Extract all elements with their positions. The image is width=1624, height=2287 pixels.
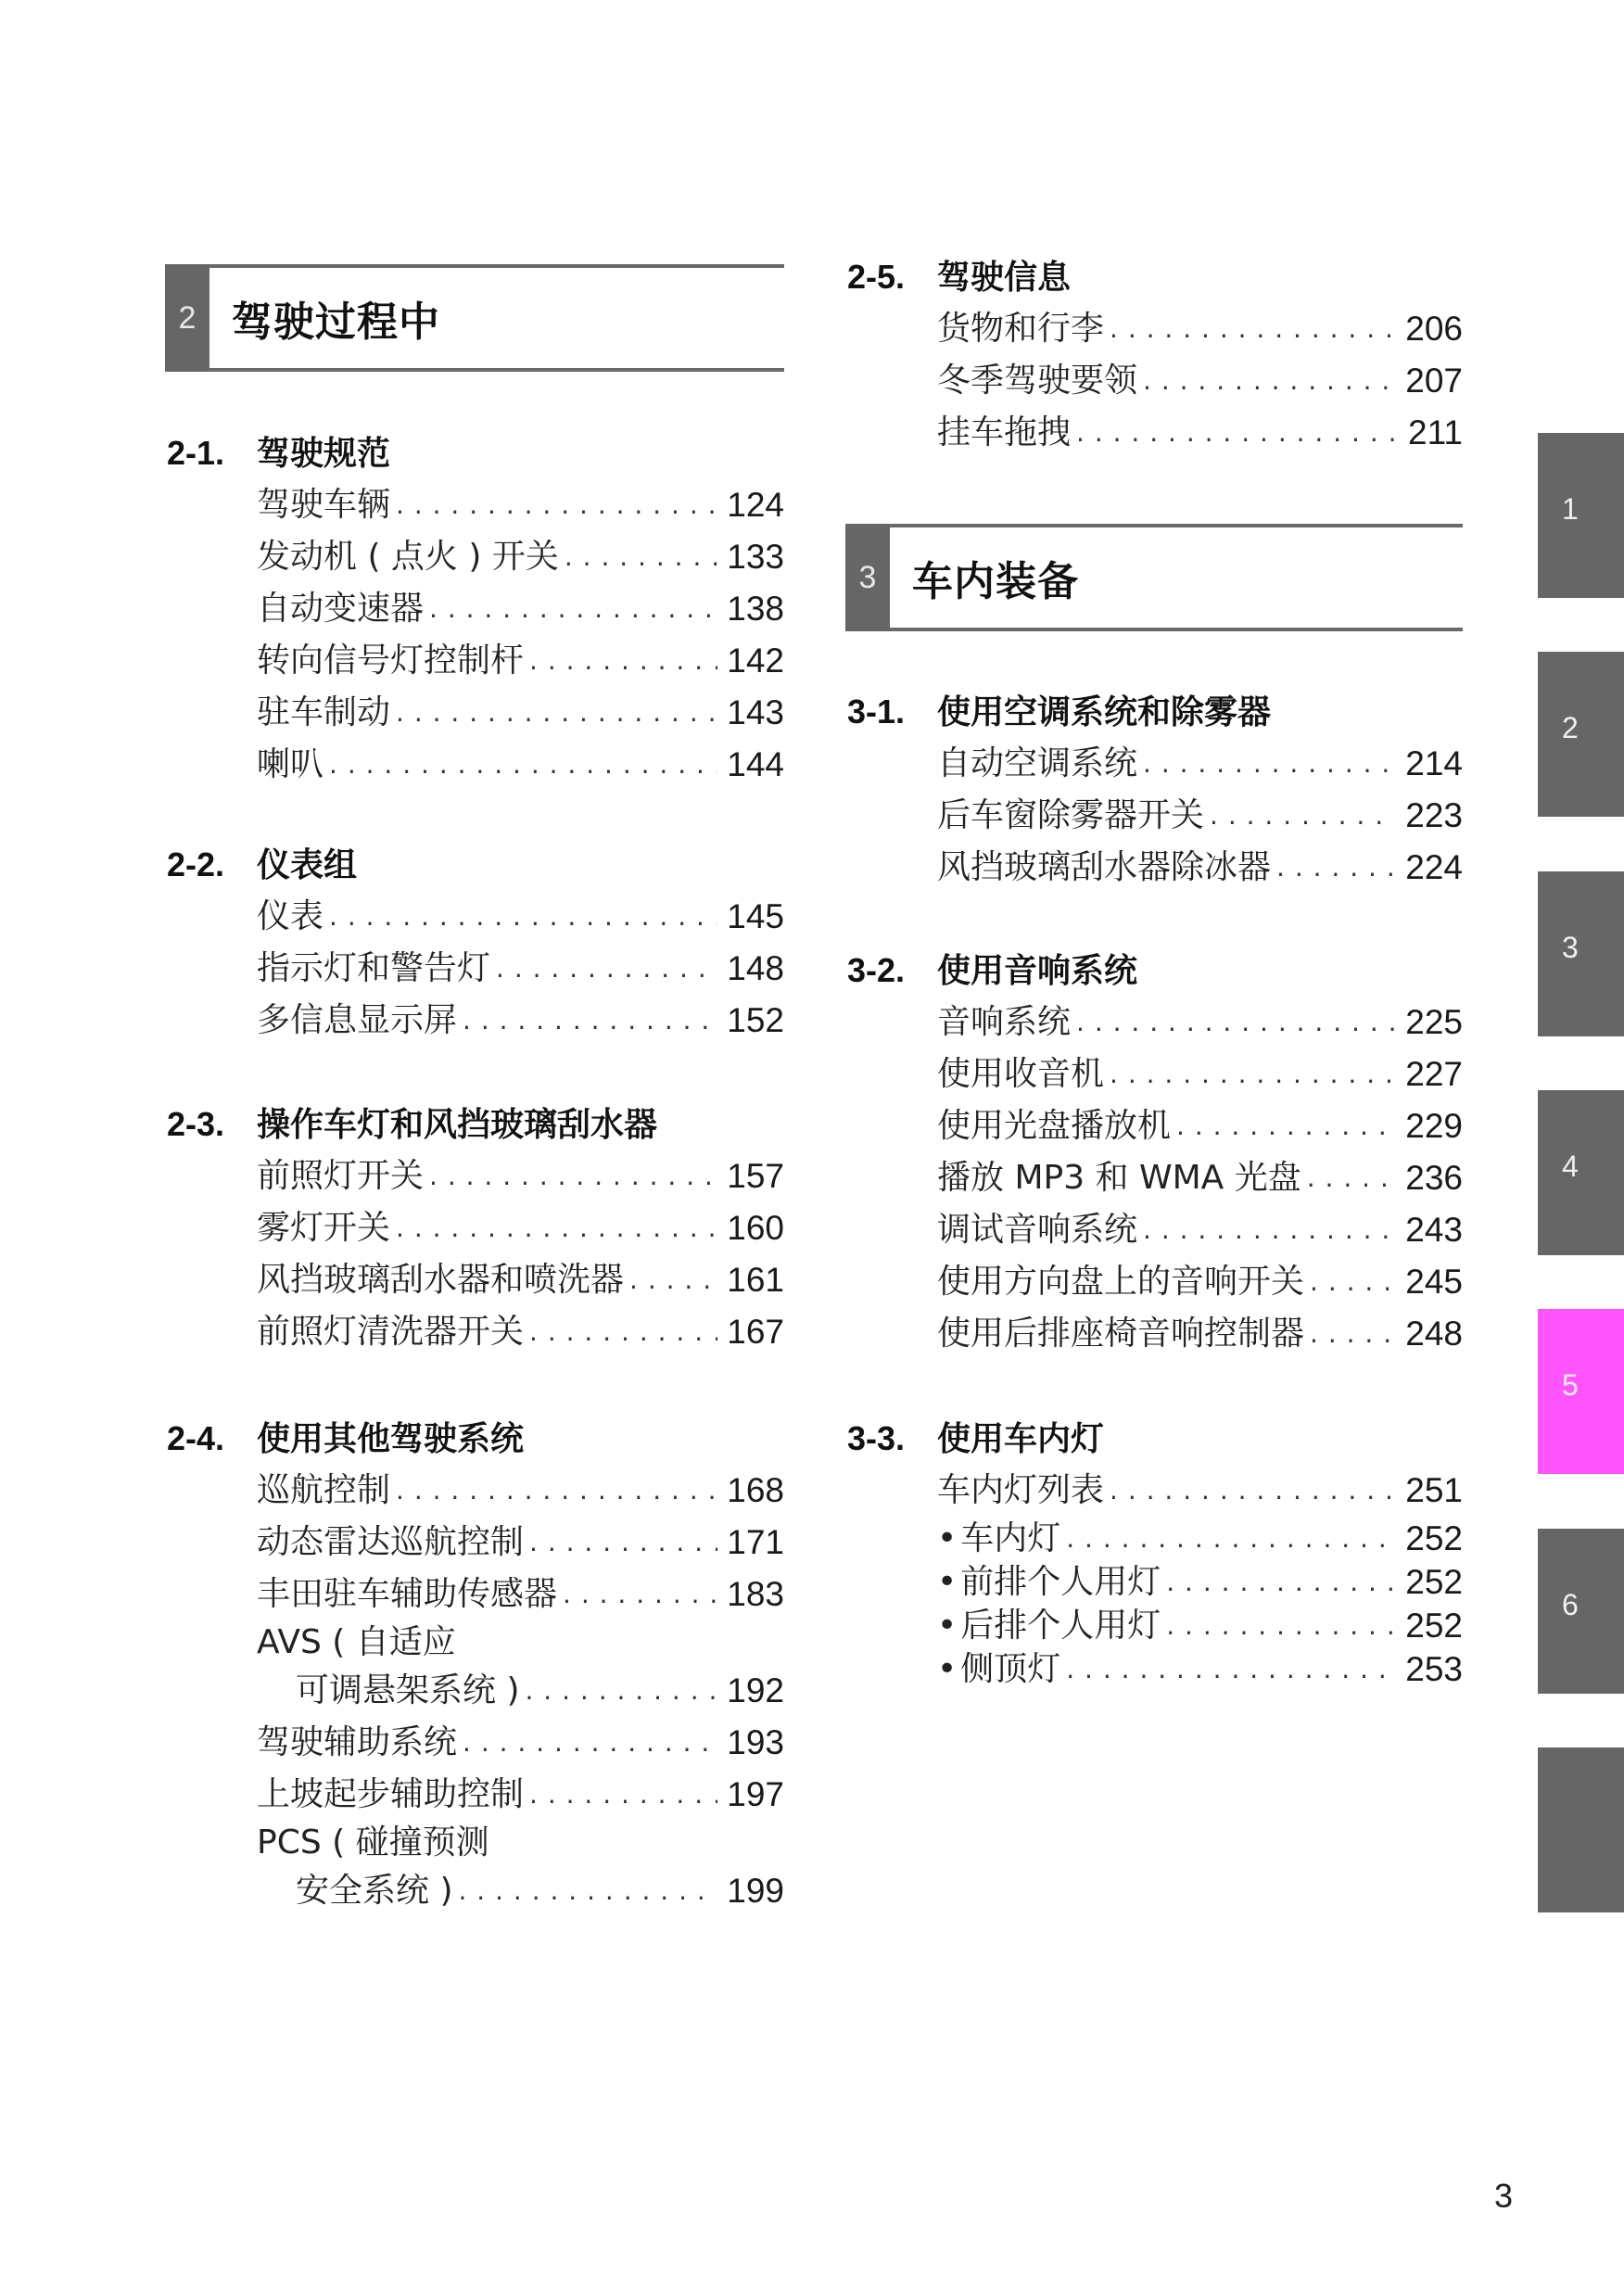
side-tab-5-active[interactable]	[1538, 1309, 1624, 1474]
dot-leader	[529, 1769, 717, 1821]
toc-entry[interactable]	[937, 303, 1463, 355]
dot-leader	[1310, 1308, 1396, 1360]
section-3-2	[847, 945, 1463, 1360]
toc-entry[interactable]	[257, 1717, 784, 1769]
toc-entry[interactable]	[257, 1569, 784, 1620]
chapter-header-2	[165, 264, 784, 372]
toc-entry[interactable]	[257, 531, 784, 583]
chapter-header-3	[845, 524, 1463, 631]
entry-label: 上坡起步辅助控制	[257, 1775, 525, 1813]
entry-page: 157	[727, 1157, 784, 1195]
dot-leader	[529, 635, 717, 687]
toc-entry-wrapped[interactable]	[257, 1620, 784, 1717]
section-heading[interactable]	[847, 251, 1463, 303]
entry-page: 225	[1405, 1003, 1463, 1041]
dot-leader	[496, 943, 717, 995]
section-title: 使用车内灯	[937, 1420, 1105, 1458]
section-2-4	[167, 1413, 784, 1917]
entry-label: 自动变速器	[257, 590, 425, 628]
dot-leader	[529, 1517, 717, 1569]
entry-label: 音响系统	[937, 1003, 1072, 1041]
entry-label: 使用光盘播放机	[937, 1107, 1172, 1145]
entry-page: 243	[1405, 1211, 1463, 1249]
dot-leader	[1307, 1152, 1396, 1204]
entry-page: 168	[727, 1471, 784, 1509]
entry-page: 253	[1405, 1650, 1463, 1688]
dot-leader	[329, 891, 717, 943]
section-2-5	[847, 251, 1463, 459]
bullet-icon: •	[937, 1519, 958, 1557]
entry-page: 197	[727, 1775, 784, 1813]
chapter-number: 2	[165, 264, 209, 372]
entry-page: 144	[727, 745, 784, 783]
section-title: 驾驶规范	[257, 435, 391, 473]
chapter-title: 驾驶过程中	[232, 299, 440, 346]
tab-label: 5	[1562, 1368, 1579, 1402]
entry-page: 252	[1405, 1563, 1463, 1601]
section-number: 2-4.	[167, 1419, 225, 1457]
section-heading[interactable]	[167, 1413, 784, 1465]
dot-leader	[429, 583, 717, 635]
toc-entry[interactable]	[937, 1256, 1463, 1308]
entry-page: 171	[727, 1523, 784, 1561]
entry-label: 风挡玻璃刮水器和喷洗器	[257, 1261, 625, 1299]
dot-leader	[1066, 1647, 1396, 1691]
toc-entry[interactable]	[937, 1204, 1463, 1256]
section-number: 3-3.	[847, 1419, 906, 1457]
dot-leader	[396, 687, 717, 739]
entry-label: 使用方向盘上的音响开关	[937, 1263, 1305, 1301]
entry-label: 动态雷达巡航控制	[257, 1523, 525, 1561]
section-heading[interactable]	[167, 1099, 784, 1150]
section-2-1	[167, 427, 784, 791]
entry-label: 前排个人用灯	[960, 1563, 1161, 1601]
section-number: 2-5.	[847, 258, 906, 296]
entry-label: 前照灯清洗器开关	[257, 1313, 525, 1351]
dot-leader	[463, 995, 717, 1047]
side-tab-3[interactable]	[1538, 871, 1624, 1036]
tab-label: 6	[1562, 1588, 1579, 1621]
entry-label: 巡航控制	[257, 1471, 391, 1509]
entry-page: 245	[1405, 1263, 1463, 1301]
toc-entry[interactable]	[937, 738, 1463, 790]
entry-page: 252	[1405, 1519, 1463, 1557]
entry-label: 前照灯开关	[257, 1157, 425, 1195]
dot-leader	[1066, 1517, 1396, 1560]
dot-leader	[1143, 1204, 1396, 1256]
section-number: 3-2.	[847, 951, 906, 989]
toc-subentry[interactable]	[937, 1604, 1463, 1647]
side-tab-2[interactable]	[1538, 652, 1624, 817]
dot-leader	[529, 1306, 717, 1358]
tab-label: 4	[1562, 1150, 1579, 1183]
dot-leader	[565, 531, 717, 583]
section-title: 使用空调系统和除雾器	[937, 693, 1272, 731]
section-2-3	[167, 1099, 784, 1358]
toc-entry[interactable]	[937, 1100, 1463, 1152]
entry-label-line1: AVS ( 自适应	[257, 1623, 456, 1661]
toc-entry[interactable]	[937, 407, 1463, 459]
entry-page: 229	[1405, 1107, 1463, 1145]
section-title: 驾驶信息	[937, 259, 1072, 297]
tab-label: 1	[1562, 492, 1579, 526]
toc-entry[interactable]	[257, 1517, 784, 1569]
entry-page: 143	[727, 693, 784, 731]
tab-label: 2	[1562, 711, 1579, 744]
page-number: 3	[1494, 2177, 1514, 2215]
entry-label: 冬季驾驶要领	[937, 362, 1138, 400]
entry-page: 183	[727, 1575, 784, 1613]
side-tab-7[interactable]	[1538, 1747, 1624, 1912]
entry-page: 207	[1405, 362, 1463, 400]
dot-leader	[463, 1717, 717, 1769]
chapter-number: 3	[845, 524, 890, 631]
section-heading[interactable]	[167, 427, 784, 479]
entry-page: 142	[727, 642, 784, 680]
section-3-3	[847, 1413, 1463, 1691]
tab-label: 3	[1562, 931, 1579, 964]
dot-leader	[1166, 1604, 1396, 1647]
toc-entry[interactable]	[937, 790, 1463, 842]
dot-leader	[1076, 997, 1396, 1048]
section-number: 2-2.	[167, 845, 225, 883]
section-title: 仪表组	[257, 846, 358, 884]
entry-page: 199	[727, 1872, 784, 1910]
dot-leader	[1110, 303, 1396, 355]
bullet-icon: •	[937, 1650, 958, 1688]
toc-entry[interactable]	[937, 1465, 1463, 1517]
dot-leader	[1076, 407, 1396, 459]
dot-leader	[1110, 1048, 1396, 1100]
dot-leader	[1276, 842, 1396, 894]
entry-label: 风挡玻璃刮水器除冰器	[937, 848, 1272, 886]
dot-leader	[329, 739, 717, 791]
dot-leader	[629, 1254, 717, 1306]
toc-entry[interactable]	[257, 479, 784, 531]
entry-label: 使用收音机	[937, 1055, 1105, 1093]
dot-leader	[1310, 1256, 1396, 1308]
toc-entry[interactable]	[937, 355, 1463, 407]
toc-entry[interactable]	[257, 739, 784, 791]
entry-page: 161	[727, 1261, 784, 1299]
entry-label: 指示灯和警告灯	[257, 949, 491, 987]
section-heading[interactable]	[847, 1413, 1463, 1465]
entry-page: 167	[727, 1313, 784, 1351]
entry-label: 喇叭	[257, 745, 324, 783]
entry-label: 后排个人用灯	[960, 1607, 1161, 1645]
entry-page: 192	[727, 1671, 784, 1709]
side-tab-6[interactable]	[1538, 1529, 1624, 1694]
toc-entry-wrapped[interactable]	[257, 1821, 784, 1917]
dot-leader	[396, 1202, 717, 1254]
entry-page: 193	[727, 1723, 784, 1761]
toc-entry[interactable]	[257, 1202, 784, 1254]
dot-leader	[396, 479, 717, 531]
entry-label: 自动空调系统	[937, 744, 1138, 782]
entry-label: 丰田驻车辅助传感器	[257, 1575, 558, 1613]
section-number: 2-3.	[167, 1105, 225, 1143]
entry-label: 多信息显示屏	[257, 1001, 458, 1039]
side-tab-1[interactable]	[1538, 433, 1624, 598]
dot-leader	[1110, 1465, 1396, 1517]
section-heading[interactable]	[167, 839, 784, 891]
entry-label-line1: PCS ( 碰撞预测	[257, 1823, 489, 1861]
section-number: 2-1.	[167, 434, 225, 472]
side-tab-4[interactable]	[1538, 1090, 1624, 1255]
toc-entry[interactable]	[257, 1254, 784, 1306]
entry-page: 152	[727, 1001, 784, 1039]
entry-page: 148	[727, 949, 784, 987]
entry-page: 138	[727, 590, 784, 628]
toc-subentry[interactable]	[937, 1647, 1463, 1691]
entry-page: 145	[727, 897, 784, 935]
section-title: 操作车灯和风挡玻璃刮水器	[257, 1106, 658, 1144]
entry-label: 驻车制动	[257, 693, 391, 731]
toc-subentry[interactable]	[937, 1517, 1463, 1560]
section-title: 使用其他驾驶系统	[257, 1420, 525, 1458]
dot-leader	[526, 1665, 718, 1717]
entry-page: 160	[727, 1209, 784, 1247]
entry-page: 214	[1405, 744, 1463, 782]
entry-label: 仪表	[257, 897, 324, 935]
toc-entry[interactable]	[257, 635, 784, 687]
toc-entry[interactable]	[937, 1308, 1463, 1360]
toc-entry[interactable]	[937, 1048, 1463, 1100]
entry-label: 车内灯	[960, 1519, 1061, 1557]
toc-entry[interactable]	[257, 1306, 784, 1358]
dot-leader	[429, 1150, 717, 1202]
entry-label: 车内灯列表	[937, 1471, 1105, 1509]
toc-subentry[interactable]	[937, 1560, 1463, 1604]
toc-entry[interactable]	[257, 995, 784, 1047]
entry-label: 后车窗除雾器开关	[937, 796, 1205, 834]
entry-page: 251	[1405, 1471, 1463, 1509]
section-heading[interactable]	[847, 945, 1463, 997]
chapter-title: 车内装备	[912, 558, 1079, 605]
dot-leader	[1210, 790, 1396, 842]
section-3-1	[847, 686, 1463, 894]
section-number: 3-1.	[847, 692, 906, 731]
toc-entry[interactable]	[937, 1152, 1463, 1204]
entry-label: 发动机 ( 点火 ) 开关	[257, 538, 559, 576]
dot-leader	[563, 1569, 717, 1620]
entry-page: 133	[727, 538, 784, 576]
entry-label: 驾驶车辆	[257, 486, 391, 524]
entry-page: 206	[1405, 310, 1463, 348]
toc-entry[interactable]	[257, 1465, 784, 1517]
dot-leader	[1143, 355, 1396, 407]
entry-label: 侧顶灯	[960, 1650, 1061, 1688]
entry-label: 驾驶辅助系统	[257, 1723, 458, 1761]
entry-label: 使用后排座椅音响控制器	[937, 1315, 1305, 1353]
dot-leader	[459, 1865, 718, 1917]
entry-label: 挂车拖拽	[937, 413, 1072, 451]
dot-leader	[1143, 738, 1396, 790]
section-title: 使用音响系统	[937, 952, 1138, 990]
section-2-2	[167, 839, 784, 1047]
entry-label: 雾灯开关	[257, 1209, 391, 1247]
bullet-icon: •	[937, 1563, 958, 1601]
entry-page: 124	[727, 486, 784, 524]
toc-entry[interactable]	[937, 997, 1463, 1048]
toc-entry[interactable]	[257, 891, 784, 943]
toc-entry[interactable]	[257, 687, 784, 739]
entry-page: 224	[1405, 848, 1463, 886]
entry-page: 248	[1405, 1315, 1463, 1353]
entry-label: 转向信号灯控制杆	[257, 642, 525, 680]
entry-page: 211	[1408, 413, 1463, 451]
toc-entry[interactable]	[257, 1769, 784, 1821]
entry-label: 播放 MP3 和 WMA 光盘	[937, 1159, 1301, 1197]
entry-page: 223	[1405, 796, 1463, 834]
dot-leader	[396, 1465, 717, 1517]
entry-label-line2: 安全系统 )	[296, 1872, 453, 1910]
entry-page: 252	[1405, 1607, 1463, 1645]
toc-entry[interactable]	[257, 583, 784, 635]
toc-entry[interactable]	[937, 842, 1463, 894]
toc-entry[interactable]	[257, 943, 784, 995]
dot-leader	[1166, 1560, 1396, 1604]
entry-page: 227	[1405, 1055, 1463, 1093]
entry-page: 236	[1405, 1159, 1463, 1197]
entry-label-line2: 可调悬架系统 )	[296, 1671, 520, 1709]
toc-entry[interactable]	[257, 1150, 784, 1202]
section-heading[interactable]	[847, 686, 1463, 738]
entry-label: 货物和行李	[937, 310, 1105, 348]
dot-leader	[1176, 1100, 1396, 1152]
entry-label: 调试音响系统	[937, 1211, 1138, 1249]
bullet-icon: •	[937, 1607, 958, 1645]
